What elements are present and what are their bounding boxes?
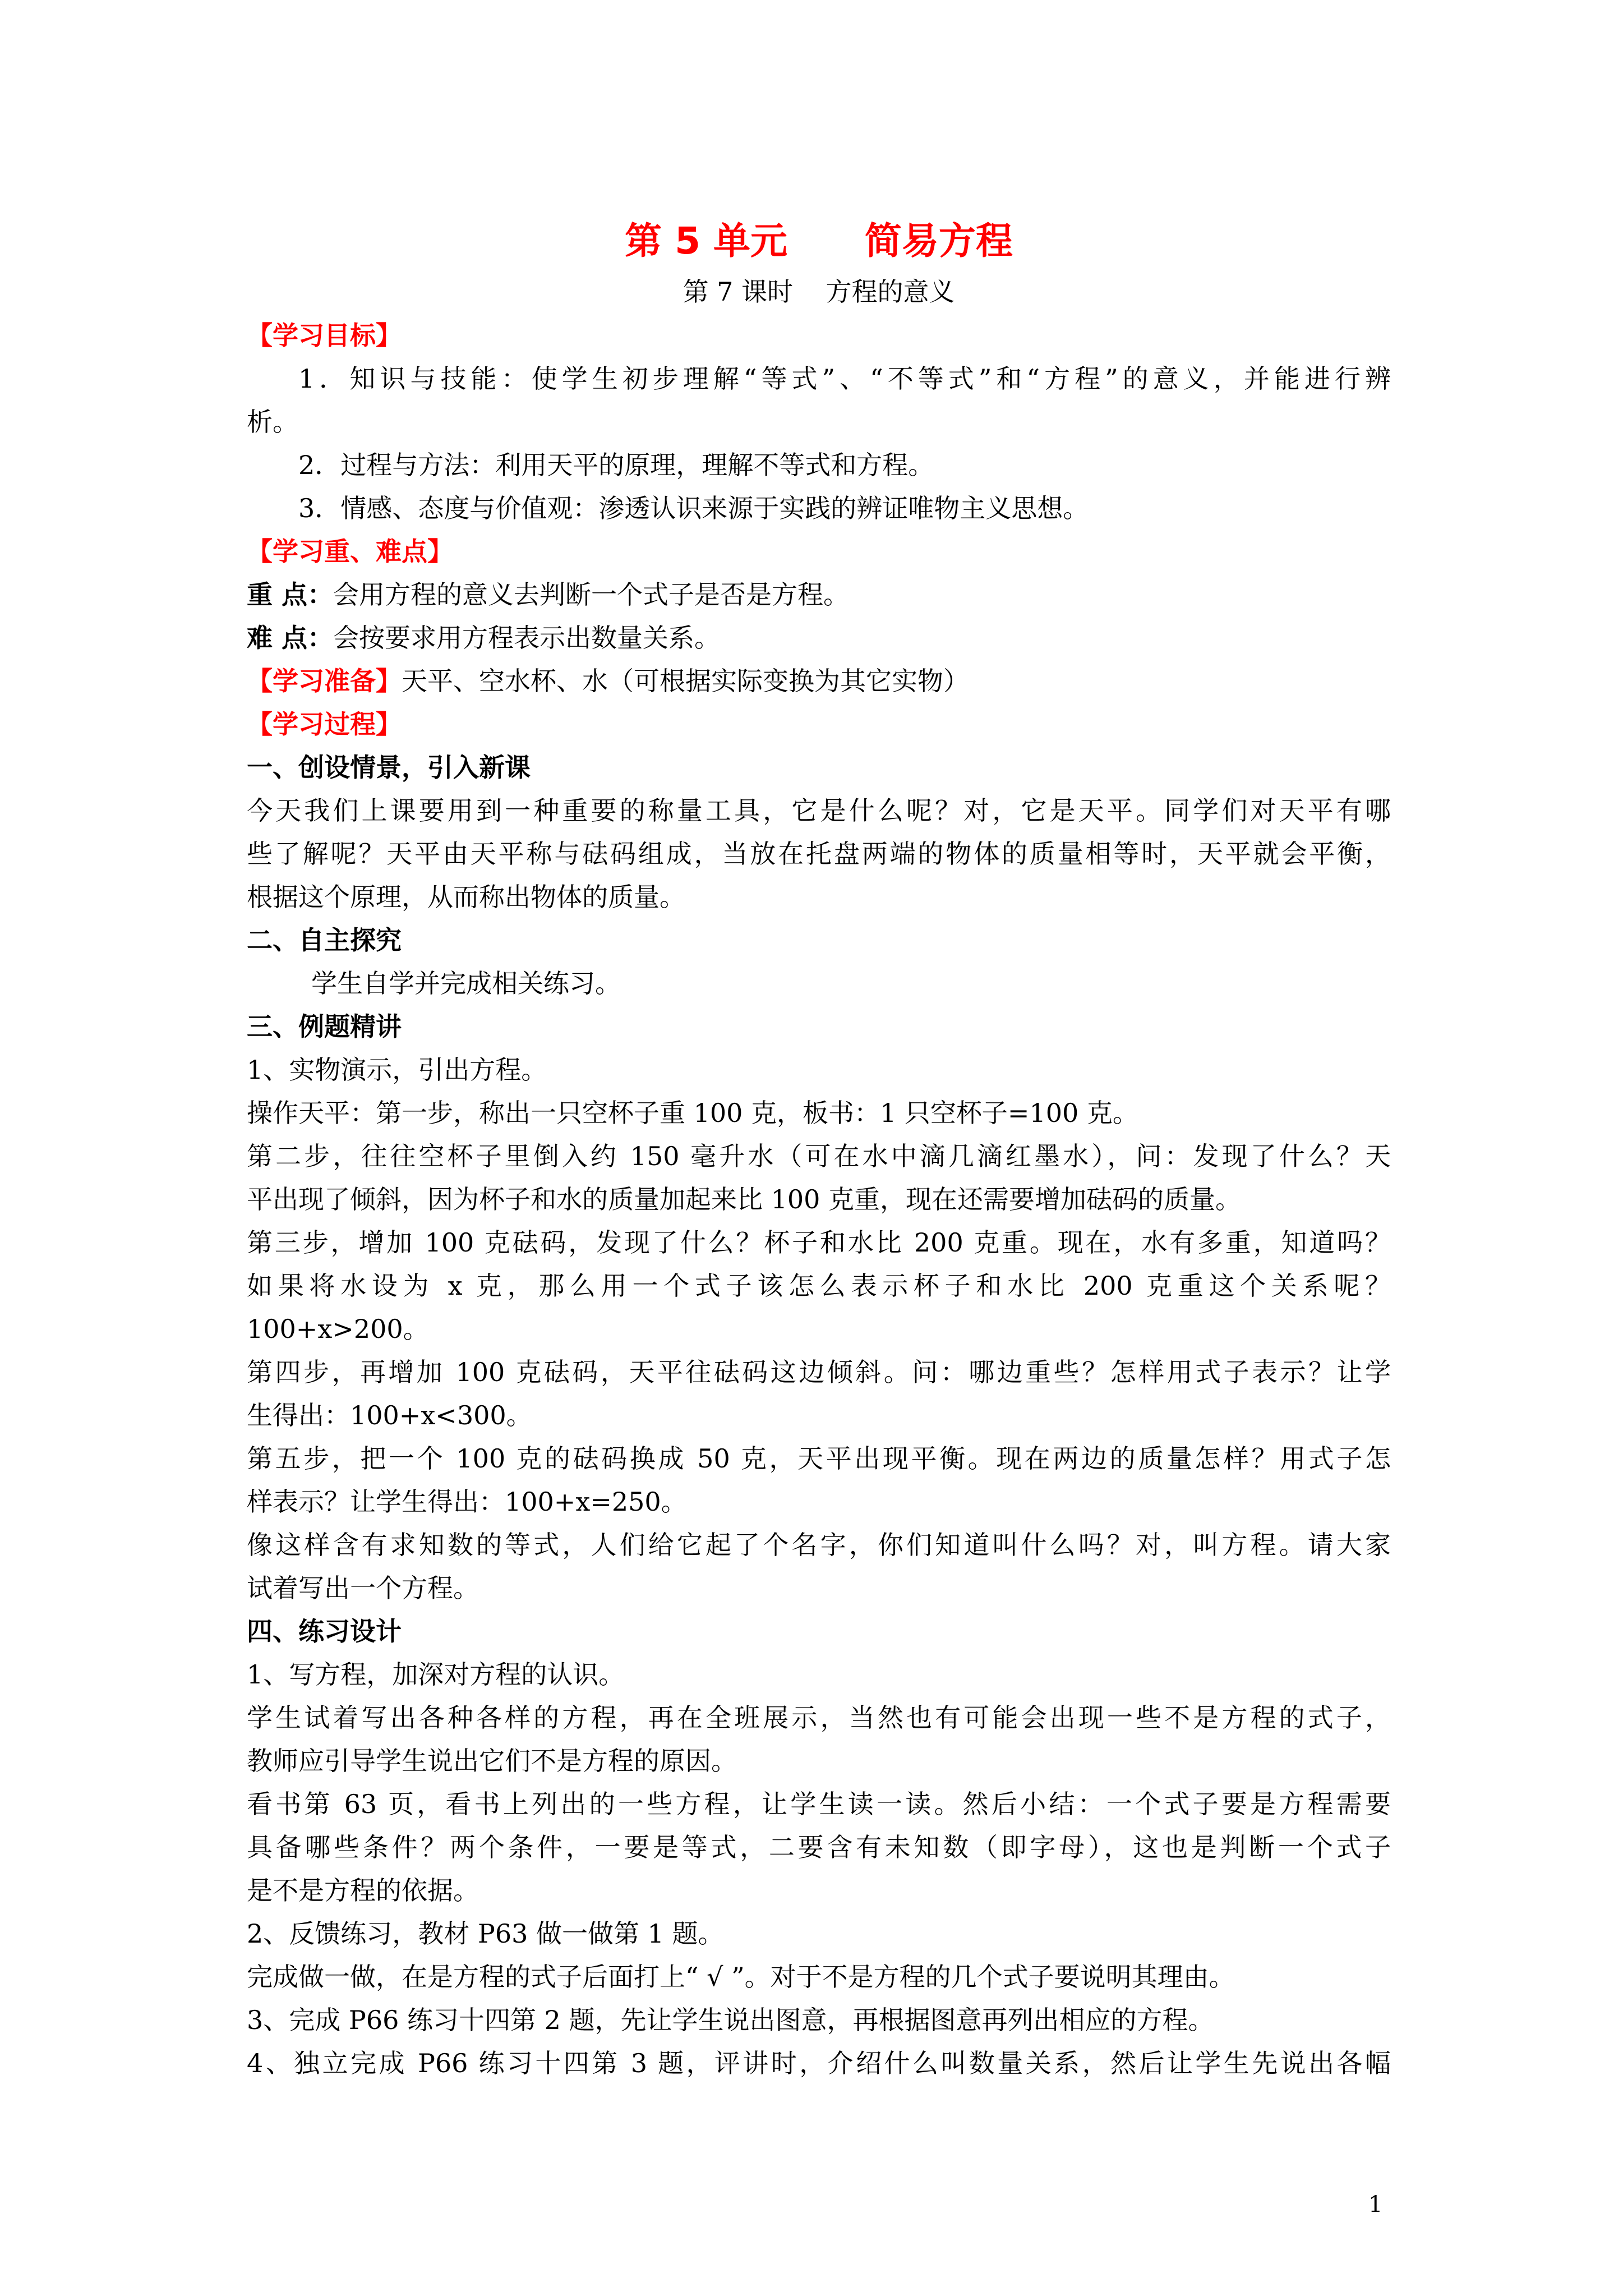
section-1-title: 一、创设情景，引入新课 — [247, 752, 531, 783]
section-3-line: 样表示？让学生得出：100+x=250。 — [247, 1487, 687, 1517]
lesson-subtitle: 第 7 课时 方程的意义 — [683, 277, 955, 307]
key-points-heading: 【学习重、难点】 — [247, 536, 453, 567]
section-4-line: 4、独立完成 P66 练习十四第 3 题，评讲时，介绍什么叫数量关系，然后让学生先说出各幅 — [247, 2048, 1391, 2078]
section-3-line: 试着写出一个方程。 — [247, 1573, 479, 1603]
objective-2: 2．过程与方法：利用天平的原理，理解不等式和方程。 — [298, 450, 934, 480]
document-page — [247, 213, 1391, 2085]
section-3-line: 像这样含有求知数的等式，人们给它起了个名字，你们知道叫什么吗？对，叫方程。请大家 — [247, 1530, 1391, 1560]
section-2-text: 学生自学并完成相关练习。 — [311, 968, 621, 999]
key-point-row — [247, 573, 1391, 616]
objective-1-line-2: 析。 — [247, 407, 298, 437]
difficult-point-row — [247, 616, 1391, 660]
section-3-line: 平出现了倾斜，因为杯子和水的质量加起来比 100 克重，现在还需要增加砝码的质量。 — [247, 1184, 1242, 1214]
preparation-row — [247, 660, 1391, 703]
section-3-line: 1、实物演示，引出方程。 — [247, 1055, 547, 1085]
objectives-heading: 【学习目标】 — [247, 320, 402, 351]
section-4-line: 完成做一做，在是方程的式子后面打上“ √ ”。对于不是方程的几个式子要说明其理由。 — [247, 1962, 1235, 1992]
section-1-paragraph-line: 些了解呢？天平由天平称与砝码组成，当放在托盘两端的物体的质量相等时，天平就会平衡， — [247, 839, 1391, 869]
key-point-text: 会用方程的意义去判断一个式子是否是方程。 — [333, 579, 850, 610]
section-1-paragraph-line: 今天我们上课要用到一种重要的称量工具，它是什么呢？对，它是天平。同学们对天平有哪 — [247, 795, 1391, 826]
objective-3: 3．情感、态度与价值观：渗透认识来源于实践的辨证唯物主义思想。 — [298, 493, 1089, 523]
section-3-line: 如果将水设为 x 克，那么用一个式子该怎么表示杯子和水比 200 克重这个关系呢？ — [247, 1271, 1391, 1301]
section-4-line: 2、反馈练习，教材 P63 做一做第 1 题。 — [247, 1918, 724, 1949]
page-number: 1 — [1368, 2192, 1383, 2217]
difficult-point-text: 会按要求用方程表示出数量关系。 — [333, 623, 721, 653]
section-3-line: 第四步，再增加 100 克砝码，天平往砝码这边倾斜。问：哪边重些？怎样用式子表示？让学 — [247, 1357, 1391, 1387]
preparation-text: 天平、空水杯、水（可根据实际变换为其它实物） — [402, 666, 969, 696]
section-3-line: 第二步，往往空杯子里倒入约 150 毫升水（可在水中滴几滴红墨水），问：发现了什么？天 — [247, 1141, 1391, 1171]
section-3-line: 第五步，把一个 100 克的砝码换成 50 克，天平出现平衡。现在两边的质量怎样？用式子怎 — [247, 1443, 1391, 1474]
difficult-point-label: 难 点： — [247, 623, 334, 653]
section-3-line: 操作天平：第一步，称出一只空杯子重 100 克，板书：1 只空杯子=100 克。 — [247, 1098, 1138, 1128]
section-4-title: 四、练习设计 — [247, 1616, 402, 1646]
section-3-line: 生得出：100+x<300。 — [247, 1400, 532, 1430]
section-3-line: 100+x>200。 — [247, 1314, 429, 1344]
section-4-line: 是不是方程的依据。 — [247, 1875, 479, 1906]
section-4-line: 看书第 63 页，看书上列出的一些方程，让学生读一读。然后小结：一个式子要是方程需要 — [247, 1789, 1391, 1819]
section-4-line: 1、写方程，加深对方程的认识。 — [247, 1659, 625, 1690]
section-4-line: 学生试着写出各种各样的方程，再在全班展示，当然也有可能会出现一些不是方程的式子， — [247, 1703, 1391, 1733]
preparation-heading: 【学习准备】 — [247, 666, 402, 696]
process-heading: 【学习过程】 — [247, 709, 402, 739]
section-1-paragraph-line: 根据这个原理，从而称出物体的质量。 — [247, 882, 685, 912]
key-point-label: 重 点： — [247, 579, 334, 610]
section-2-title: 二、自主探究 — [247, 925, 402, 955]
objective-1-line-1: 1．知识与技能：使学生初步理解“等式”、“不等式”和“方程”的意义，并能进行辨 — [298, 364, 1391, 394]
page-title: 第 5 单元 简易方程 — [625, 219, 1013, 263]
section-4-line: 具备哪些条件？两个条件，一要是等式，二要含有未知数（即字母），这也是判断一个式子 — [247, 1832, 1391, 1862]
section-4-line: 3、完成 P66 练习十四第 2 题，先让学生说出图意，再根据图意再列出相应的方程。 — [247, 2005, 1214, 2035]
section-3-line: 第三步，增加 100 克砝码，发现了什么？杯子和水比 200 克重。现在，水有多重，知道吗？ — [247, 1227, 1391, 1258]
section-3-title: 三、例题精讲 — [247, 1011, 402, 1042]
section-4-line: 教师应引导学生说出它们不是方程的原因。 — [247, 1746, 737, 1776]
